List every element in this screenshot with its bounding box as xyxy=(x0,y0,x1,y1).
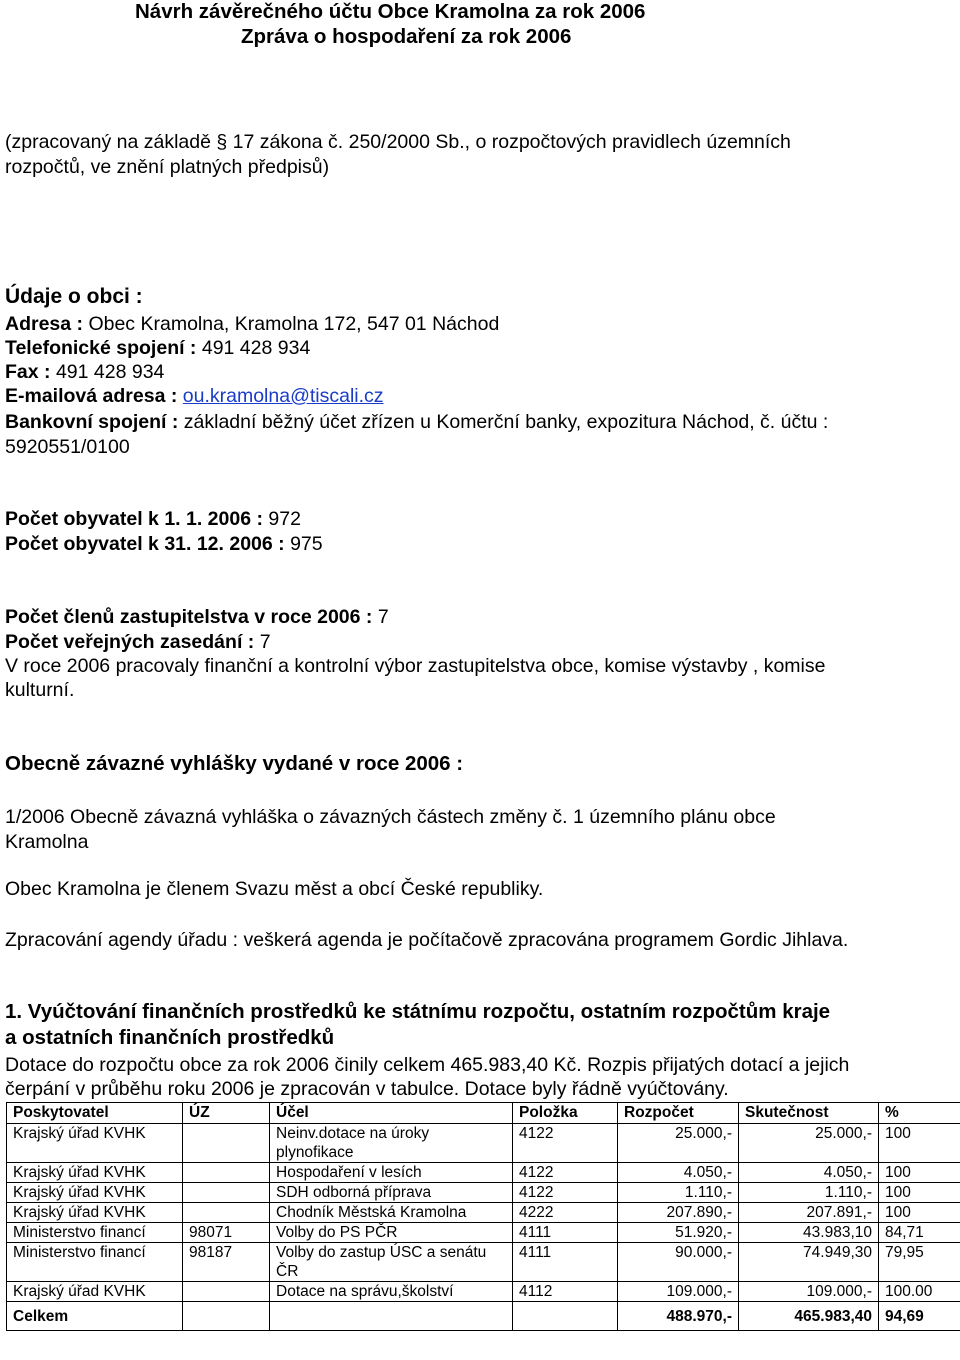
population-end-label: Počet obyvatel k 31. 12. 2006 : xyxy=(5,533,285,555)
population-start-row xyxy=(5,507,301,531)
council-members-value: 7 xyxy=(377,606,389,628)
bank-account: 5920551/0100 xyxy=(5,436,130,458)
cell-purpose: Volby do PS PČR xyxy=(270,1223,513,1243)
bank-label: Bankovní spojení : xyxy=(5,411,179,433)
council-members-label: Počet členů zastupitelstva v roce 2006 : xyxy=(5,606,373,628)
cell-budget: 90.000,- xyxy=(618,1243,739,1282)
email-link[interactable]: ou.kramolna@tiscali.cz xyxy=(182,385,384,407)
cell-purpose: Neinv.dotace na úroky plynofikace xyxy=(270,1124,513,1163)
population-end-value: 975 xyxy=(290,533,323,555)
table-row xyxy=(7,1183,960,1203)
council-sessions-value: 7 xyxy=(259,631,271,653)
table-header-row xyxy=(7,1103,960,1124)
cell-item: 4122 xyxy=(513,1183,618,1203)
cell-uz xyxy=(183,1183,270,1203)
cell-percent: 100.00 xyxy=(879,1282,960,1302)
cell-percent: 100 xyxy=(879,1163,960,1183)
total-actual: 465.983,40 xyxy=(739,1302,879,1331)
cell-uz xyxy=(183,1282,270,1302)
col-header-actual: Skutečnost xyxy=(739,1103,879,1124)
legal-basis-line2: rozpočtů, ve znění platných předpisů) xyxy=(5,156,330,178)
col-header-uz: ÚZ xyxy=(183,1103,270,1124)
committees-line1: V roce 2006 pracovaly finanční a kontrolní výbor zastupitelstva obce, komise výstavby , komise xyxy=(5,655,826,677)
cell-provider: Ministerstvo financí xyxy=(7,1243,183,1282)
bank-row xyxy=(5,410,828,434)
cell-provider: Krajský úřad KVHK xyxy=(7,1124,183,1163)
decree-item-line1: 1/2006 Obecně závazná vyhláška o závazných částech změny č. 1 územního plánu obce xyxy=(5,806,776,828)
council-sessions-row xyxy=(5,630,271,654)
cell-budget: 1.110,- xyxy=(618,1183,739,1203)
cell-provider: Krajský úřad KVHK xyxy=(7,1163,183,1183)
section1-heading-line1: 1. Vyúčtování finančních prostředků ke státnímu rozpočtu, ostatním rozpočtům kraje xyxy=(5,1000,831,1023)
cell-purpose: Dotace na správu,školství xyxy=(270,1282,513,1302)
table-row xyxy=(7,1282,960,1302)
cell-purpose: Chodník Městská Kramolna xyxy=(270,1203,513,1223)
cell-actual: 25.000,- xyxy=(739,1124,879,1163)
cell-purpose: Hospodaření v lesích xyxy=(270,1163,513,1183)
total-budget: 488.970,- xyxy=(618,1302,739,1331)
cell-item: 4111 xyxy=(513,1223,618,1243)
table-row xyxy=(7,1124,960,1163)
cell-percent: 84,71 xyxy=(879,1223,960,1243)
address-label: Adresa : xyxy=(5,313,84,335)
cell-provider: Krajský úřad KVHK xyxy=(7,1183,183,1203)
council-members-row xyxy=(5,605,389,629)
section1-text-line1: Dotace do rozpočtu obce za rok 2006 činily celkem 465.983,40 Kč. Rozpis přijatých dotací a jejich xyxy=(5,1054,850,1076)
cell-item: 4112 xyxy=(513,1282,618,1302)
col-header-item: Položka xyxy=(513,1103,618,1124)
cell-actual: 109.000,- xyxy=(739,1282,879,1302)
agenda-text: Zpracování agendy úřadu : veškerá agenda je počítačově zpracována programem Gordic Jihlava. xyxy=(5,929,849,951)
fax-label: Fax : xyxy=(5,361,51,383)
total-label: Celkem xyxy=(7,1302,183,1331)
cell-actual: 74.949,30 xyxy=(739,1243,879,1282)
total-item xyxy=(513,1302,618,1331)
cell-provider: Krajský úřad KVHK xyxy=(7,1282,183,1302)
table-row xyxy=(7,1243,960,1282)
fax-row xyxy=(5,360,164,384)
cell-provider: Ministerstvo financí xyxy=(7,1223,183,1243)
cell-actual: 43.983,10 xyxy=(739,1223,879,1243)
table-row xyxy=(7,1203,960,1223)
document-title: Návrh závěrečného účtu Obce Kramolna za rok 2006 xyxy=(135,0,646,23)
email-row xyxy=(5,384,384,408)
cell-purpose: SDH odborná příprava xyxy=(270,1183,513,1203)
cell-percent: 100 xyxy=(879,1124,960,1163)
cell-uz xyxy=(183,1203,270,1223)
col-header-purpose: Účel xyxy=(270,1103,513,1124)
phone-row xyxy=(5,336,310,360)
email-label: E-mailová adresa : xyxy=(5,385,178,407)
cell-percent: 100 xyxy=(879,1183,960,1203)
document-subtitle: Zpráva o hospodaření za rok 2006 xyxy=(241,25,572,48)
cell-budget: 25.000,- xyxy=(618,1124,739,1163)
decree-item-line2: Kramolna xyxy=(5,831,89,853)
cell-provider: Krajský úřad KVHK xyxy=(7,1203,183,1223)
section1-text-line2: čerpání v průběhu roku 2006 je zpracován v tabulce. Dotace byly řádně vyúčtovány. xyxy=(5,1078,729,1100)
fax-value: 491 428 934 xyxy=(55,361,165,383)
info-heading: Údaje o obci : xyxy=(5,285,143,308)
cell-item: 4111 xyxy=(513,1243,618,1282)
cell-budget: 4.050,- xyxy=(618,1163,739,1183)
phone-label: Telefonické spojení : xyxy=(5,337,197,359)
cell-actual: 4.050,- xyxy=(739,1163,879,1183)
col-header-provider: Poskytovatel xyxy=(7,1103,183,1124)
table-total-row xyxy=(7,1302,960,1331)
bank-value: základní běžný účet zřízen u Komerční banky, expozitura Náchod, č. účtu : xyxy=(183,411,829,433)
legal-basis-line1: (zpracovaný na základě § 17 zákona č. 250/2000 Sb., o rozpočtových pravidlech územních xyxy=(5,131,791,153)
phone-value: 491 428 934 xyxy=(201,337,311,359)
cell-uz: 98187 xyxy=(183,1243,270,1282)
committees-line2: kulturní. xyxy=(5,679,75,701)
subsidy-table xyxy=(6,1102,960,1331)
cell-percent: 100 xyxy=(879,1203,960,1223)
cell-purpose: Volby do zastup ÚSC a senátu ČR xyxy=(270,1243,513,1282)
cell-actual: 1.110,- xyxy=(739,1183,879,1203)
address-row xyxy=(5,312,499,336)
decrees-heading: Obecně závazné vyhlášky vydané v roce 2006 : xyxy=(5,752,464,775)
cell-budget: 51.920,- xyxy=(618,1223,739,1243)
population-start-value: 972 xyxy=(268,508,301,530)
address-value: Obec Kramolna, Kramolna 172, 547 01 Náchod xyxy=(88,313,500,335)
col-header-budget: Rozpočet xyxy=(618,1103,739,1124)
table-row xyxy=(7,1163,960,1183)
total-purpose xyxy=(270,1302,513,1331)
council-sessions-label: Počet veřejných zasedání : xyxy=(5,631,255,653)
total-percent: 94,69 xyxy=(879,1302,960,1331)
population-end-row xyxy=(5,532,323,556)
membership-text: Obec Kramolna je členem Svazu měst a obcí České republiky. xyxy=(5,878,544,900)
cell-item: 4122 xyxy=(513,1163,618,1183)
total-uz xyxy=(183,1302,270,1331)
cell-item: 4222 xyxy=(513,1203,618,1223)
cell-uz xyxy=(183,1124,270,1163)
cell-actual: 207.891,- xyxy=(739,1203,879,1223)
col-header-percent: % xyxy=(879,1103,960,1124)
table-row xyxy=(7,1223,960,1243)
section1-heading-line2: a ostatních finančních prostředků xyxy=(5,1026,335,1049)
cell-percent: 79,95 xyxy=(879,1243,960,1282)
cell-uz: 98071 xyxy=(183,1223,270,1243)
cell-uz xyxy=(183,1163,270,1183)
cell-budget: 109.000,- xyxy=(618,1282,739,1302)
cell-item: 4122 xyxy=(513,1124,618,1163)
cell-budget: 207.890,- xyxy=(618,1203,739,1223)
population-start-label: Počet obyvatel k 1. 1. 2006 : xyxy=(5,508,263,530)
